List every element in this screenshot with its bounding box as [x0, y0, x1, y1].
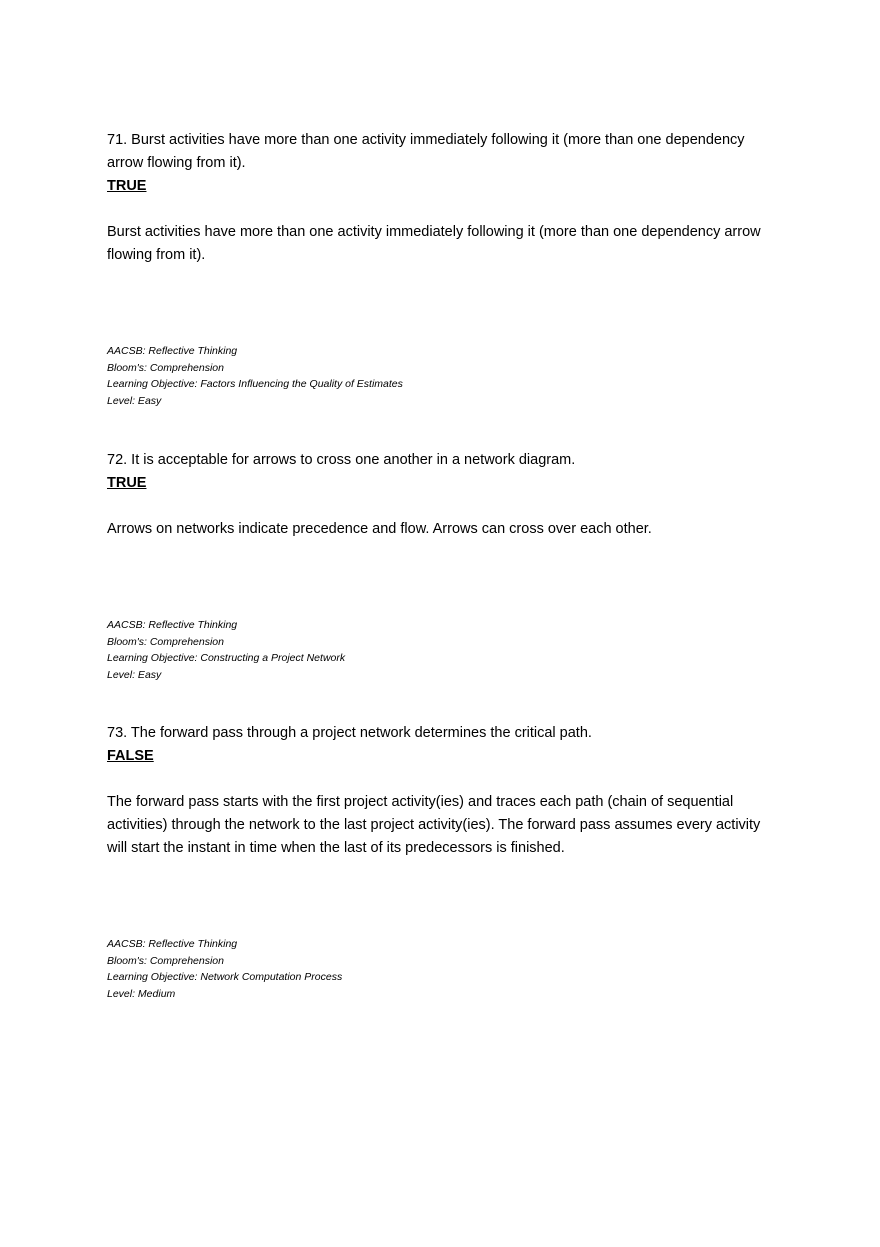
question-73-meta — [107, 936, 607, 1002]
question-answer: TRUE — [107, 475, 147, 491]
question-text: 72. It is acceptable for arrows to cross one another in a network diagram. — [107, 452, 576, 468]
blooms-tag: Bloom's: Comprehension — [107, 635, 224, 648]
level-tag: Level: Easy — [107, 668, 162, 681]
aacsb-tag: AACSB: Reflective Thinking — [107, 345, 238, 357]
learning-objective-tag: Learning Objective: Constructing a Project Network — [107, 652, 346, 664]
aacsb-tag: AACSB: Reflective Thinking — [107, 938, 238, 950]
question-explanation: The forward pass starts with the first project activity(ies) and traces each path (chain of sequential activities) through the network to the last project activity(ies). The forward pass assumes every activity will start the instant in time when the last of its predecessors is finished. — [107, 794, 761, 856]
question-answer: FALSE — [107, 748, 154, 764]
question-72-meta — [107, 617, 607, 683]
question-explanation: Burst activities have more than one activity immediately following it (more than one dependency arrow flowing from it). — [107, 224, 761, 263]
learning-objective-tag: Learning Objective: Factors Influencing the Quality of Estimates — [107, 378, 403, 390]
question-71 — [107, 129, 777, 267]
aacsb-tag: AACSB: Reflective Thinking — [107, 619, 238, 631]
blooms-tag: Bloom's: Comprehension — [107, 361, 224, 374]
question-text: 71. Burst activities have more than one activity immediately following it (more than one dependency arrow flowing from it). — [107, 132, 745, 171]
question-explanation: Arrows on networks indicate precedence and flow. Arrows can cross over each other. — [107, 521, 652, 537]
question-text: 73. The forward pass through a project network determines the critical path. — [107, 725, 592, 741]
question-73 — [107, 722, 777, 860]
question-answer: TRUE — [107, 178, 147, 194]
question-72 — [107, 449, 777, 541]
blooms-tag: Bloom's: Comprehension — [107, 954, 224, 967]
learning-objective-tag: Learning Objective: Network Computation Process — [107, 971, 343, 983]
level-tag: Level: Easy — [107, 394, 162, 407]
level-tag: Level: Medium — [107, 987, 176, 1000]
question-71-meta — [107, 343, 607, 409]
